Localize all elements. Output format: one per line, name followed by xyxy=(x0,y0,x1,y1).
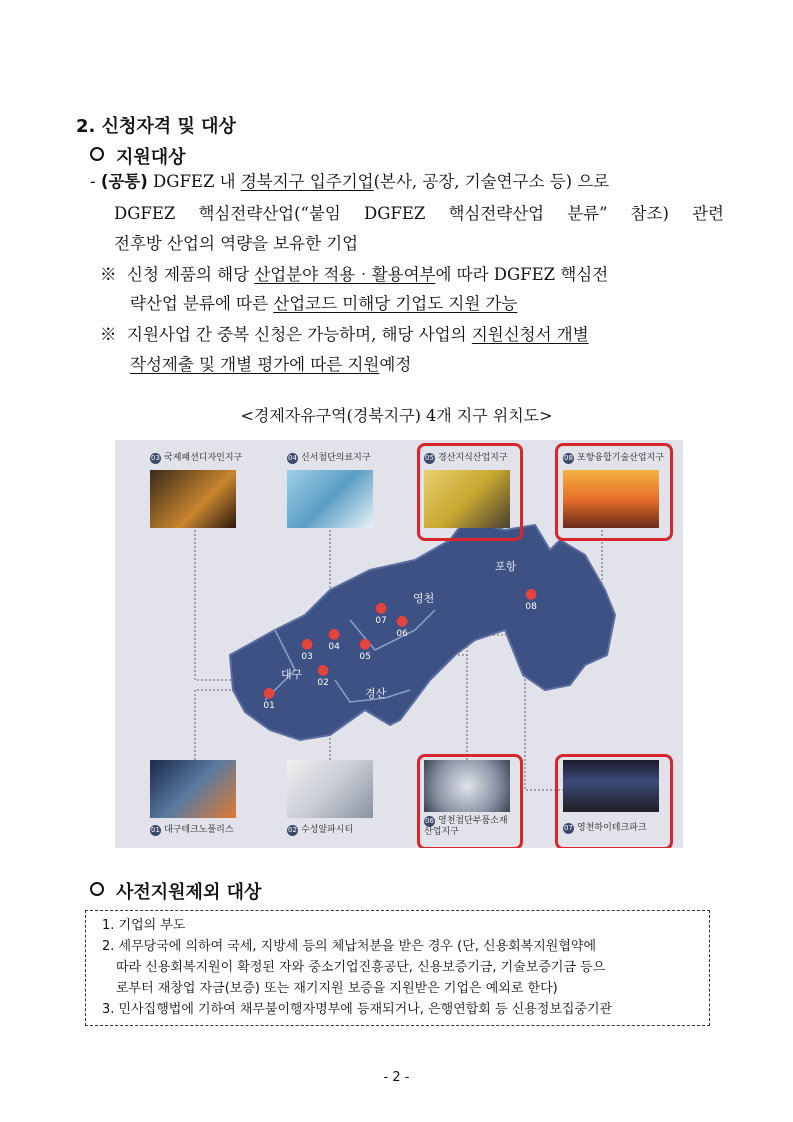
panel-label xyxy=(287,822,353,836)
circle-bullet-icon xyxy=(90,147,104,161)
common-criteria-line3: 전후방 산업의 역량을 보유한 기업 xyxy=(114,234,359,253)
common-criteria-line2: DGFEZ 핵심전략산업(“붙임 DGFEZ 핵심전략산업 분류” 참조) 관련 xyxy=(114,204,724,223)
panel-04 xyxy=(287,450,373,528)
panel-number: 08 xyxy=(564,454,573,462)
text: (본사, 공장, 기술연구소 등) 으로 xyxy=(373,172,610,191)
pin-number: 01 xyxy=(263,701,275,711)
panel-label xyxy=(563,450,664,464)
pin-04: ● 04 xyxy=(328,626,341,652)
panel-number: 02 xyxy=(288,826,297,834)
note-mark-icon: ※ xyxy=(100,325,117,344)
exclusion-item-2-cont: 따라 신용회복지원이 확정된 자와 중소기업진흥공단, 신용보증기금, 기술보증기금 등으 xyxy=(116,960,606,975)
panel-title: 영천하이테크파크 xyxy=(577,823,647,833)
panel-number: 03 xyxy=(151,454,160,462)
text: 신청 제품의 해당 xyxy=(127,265,255,284)
common-label: (공통) xyxy=(100,172,148,191)
panel-title: 영천첨단부품소재 산업지구 xyxy=(424,816,508,837)
factory-photo xyxy=(150,760,236,818)
panel-title: 경산지식산업지구 xyxy=(438,453,508,463)
pin-05: ● 05 xyxy=(359,636,372,662)
pin-08: ● 08 xyxy=(525,586,538,612)
fashion-photo xyxy=(150,470,236,528)
panel-title: 국제패션디자인지구 xyxy=(164,453,243,463)
panel-title: 수성알파시티 xyxy=(301,825,354,835)
section-title: 2. 신청자격 및 대상 xyxy=(76,116,236,137)
panel-07 xyxy=(563,760,649,838)
circle-bullet-icon xyxy=(90,882,104,896)
note2-line2 xyxy=(130,350,411,380)
underlined-text: 지원신청서 개별 xyxy=(471,325,589,344)
panel-number: 04 xyxy=(288,454,297,462)
region-label-daegu: 대구 xyxy=(281,668,303,681)
parts-photo xyxy=(424,760,510,812)
pin-01: ● 01 xyxy=(263,685,276,711)
pin-number: 03 xyxy=(301,652,313,662)
underlined-text: 경북지구 입주기업 xyxy=(240,172,374,191)
underlined-text: 작성제출 및 개별 평가에 따른 지원 xyxy=(130,355,380,374)
text: 략산업 분류에 따른 xyxy=(130,294,274,313)
note-mark-icon: ※ xyxy=(100,265,117,284)
panel-03 xyxy=(150,450,243,528)
panel-label xyxy=(424,450,508,464)
pin-number: 04 xyxy=(328,642,340,652)
note2-line1 xyxy=(100,320,720,350)
text: DGFEZ 내 xyxy=(147,172,241,191)
panel-number: 07 xyxy=(564,824,573,832)
note1-line2 xyxy=(130,289,517,319)
panel-label xyxy=(150,822,234,836)
pin-number: 07 xyxy=(375,616,387,626)
pin-number: 02 xyxy=(317,678,329,688)
region-label-yeongcheon: 영천 xyxy=(413,592,435,605)
solar-photo xyxy=(563,470,659,528)
heading-text: 사전지원제외 대상 xyxy=(116,882,262,903)
pin-02: ● 02 xyxy=(317,662,330,688)
panel-number: 06 xyxy=(425,817,434,825)
pin-number: 08 xyxy=(525,602,537,612)
panel-number: 01 xyxy=(151,826,160,834)
underlined-text: 산업코드 미해당 기업도 지원 가능 xyxy=(273,294,518,313)
page-number: - 2 - xyxy=(383,1070,410,1085)
pin-07: ● 07 xyxy=(375,600,388,626)
panel-05 xyxy=(424,450,510,528)
panel-title: 포항융합기술산업지구 xyxy=(577,453,664,463)
heading-text: 지원대상 xyxy=(116,147,186,168)
underlined-text: 산업분야 적용‧활용여부 xyxy=(254,265,436,284)
pin-number: 05 xyxy=(359,652,371,662)
medical-photo xyxy=(287,470,373,528)
pin-03: ● 03 xyxy=(301,636,314,662)
panel-label xyxy=(424,816,514,837)
exclusion-item-2: 2. 세무당국에 의하여 국세, 지방세 등의 체납처분을 받은 경우 (단, 신용회복지원협약에 xyxy=(102,939,597,954)
exclusion-heading xyxy=(90,878,261,904)
map-caption: <경제자유구역(경북지구) 4개 지구 위치도> xyxy=(240,406,553,425)
text: 지원사업 간 중복 신청은 가능하며, 해당 사업의 xyxy=(127,325,472,344)
region-label-gyeongsan: 경산 xyxy=(365,687,387,700)
panel-label xyxy=(563,820,647,834)
support-target-heading xyxy=(90,143,186,169)
region-label-pohang: 포항 xyxy=(495,560,517,573)
pin-06: ● 06 xyxy=(396,613,409,639)
exclusion-box xyxy=(85,910,710,1026)
cockpit-photo xyxy=(563,760,659,812)
exclusion-item-3: 3. 민사집행법에 기하여 채무불이행자명부에 등재되거나, 은행연합회 등 신용정보집중기관 xyxy=(102,1002,613,1017)
exclusion-item-1: 1. 기업의 부도 xyxy=(102,918,186,933)
note1-line1 xyxy=(100,260,720,290)
panel-title: 대구테크노폴리스 xyxy=(164,825,234,835)
office-photo xyxy=(287,760,373,818)
panel-title: 신서첨단의료지구 xyxy=(301,453,371,463)
panel-number: 05 xyxy=(425,454,434,462)
panel-06 xyxy=(424,760,510,838)
location-map xyxy=(115,440,683,848)
panel-02 xyxy=(287,760,373,838)
panel-08 xyxy=(563,450,664,528)
dash: - xyxy=(90,172,101,191)
exclusion-item-2-cont2: 로부터 재창업 자금(보증) 또는 재기지원 보증을 지원받은 기업은 예외로 한다) xyxy=(116,981,558,996)
pin-number: 06 xyxy=(396,629,408,639)
panel-label xyxy=(150,450,242,464)
text: 예정 xyxy=(379,355,412,374)
text: 에 따라 DGFEZ 핵심전 xyxy=(435,265,609,284)
panel-label xyxy=(287,450,371,464)
panel-01 xyxy=(150,760,236,838)
common-criteria-line1 xyxy=(90,167,720,197)
industry-photo xyxy=(424,470,510,528)
